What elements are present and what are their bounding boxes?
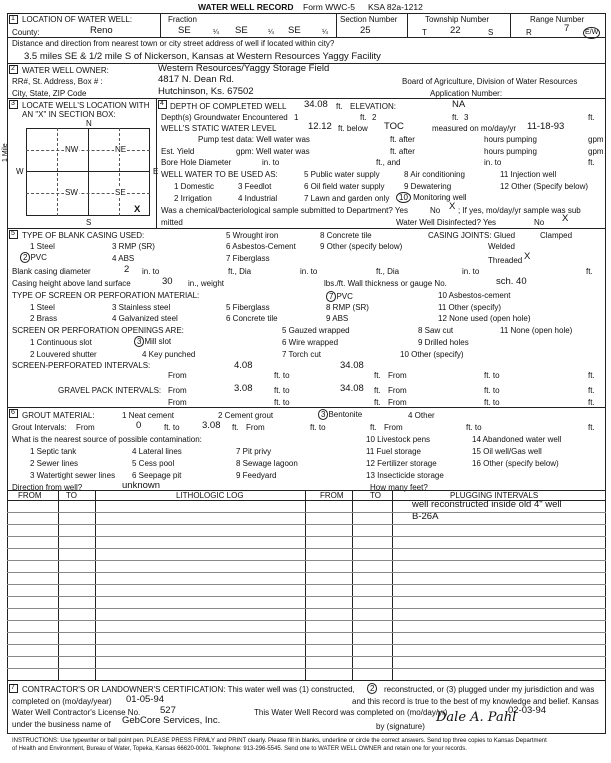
- location-x-mark: X: [134, 204, 141, 215]
- contamination-label: What is the nearest source of possible contamination:: [12, 435, 202, 444]
- log-from-2-header: FROM: [320, 491, 344, 500]
- section-number-label: Section Number: [340, 15, 398, 24]
- log-to-header: TO: [66, 491, 77, 500]
- screen-intervals-label: SCREEN-PERFORATED INTERVALS:: [12, 361, 151, 370]
- township-label: Township Number: [425, 15, 490, 24]
- screen-to-value: 34.08: [340, 360, 364, 371]
- height-value: 30: [162, 276, 173, 287]
- grout-to-value: 3.08: [202, 420, 221, 431]
- owner-label: WATER WELL OWNER:: [22, 66, 109, 75]
- wall-thickness-value: sch. 40: [496, 276, 527, 287]
- range-label: Range Number: [530, 15, 585, 24]
- plugging-note-1: well reconstructed inside old 4" well: [412, 499, 562, 510]
- screen-label: TYPE OF SCREEN OR PERFORATION MATERIAL:: [12, 291, 200, 300]
- lithologic-log-header: LITHOLOGIC LOG: [176, 491, 244, 500]
- log-to-2-header: TO: [370, 491, 381, 500]
- mile-label: 1 Mile: [2, 143, 9, 162]
- owner-value: Western Resources/Yaggy Storage Field: [158, 63, 330, 74]
- distance-value: 3.5 miles SE & 1/2 mile S of Nickerson, Kansas at Western Resources Yaggy Facility: [24, 51, 381, 62]
- diameter-value: 2: [124, 264, 130, 275]
- depth-label: DEPTH OF COMPLETED WELL: [170, 102, 287, 111]
- groundwater-label: Depth(s) Groundwater Encountered: [161, 113, 288, 122]
- height-label: Casing height above land surface: [12, 279, 131, 288]
- form-title: WATER WELL RECORD: [198, 2, 294, 12]
- section-7-number: 7: [11, 684, 15, 691]
- casing-label: TYPE OF BLANK CASING USED:: [22, 231, 145, 240]
- range-ew: E/W: [583, 27, 600, 39]
- static-value: 12.12: [308, 121, 332, 132]
- board-label: Board of Agriculture, Division of Water Resources: [402, 77, 578, 86]
- grout-from-value: 0: [136, 420, 142, 431]
- range-value: 7: [564, 23, 570, 34]
- distance-label: Distance and direction from nearest town or city street address of well if located within city?: [12, 39, 335, 48]
- log-from-header: FROM: [18, 491, 42, 500]
- certification-reconstructed: 2: [367, 683, 377, 694]
- elevation-label: ELEVATION:: [350, 102, 396, 111]
- record-completed-date: 02-03-94: [508, 705, 547, 716]
- section-2-number: 2: [11, 65, 15, 72]
- threaded-x: X: [524, 251, 531, 262]
- instructions-line-1: INSTRUCTIONS: Use typewriter or ball point pen. PLEASE PRESS FIRMLY and PRINT clearly. Please fill in blanks, underline or circle the correct answers. Send top three copies to Kansas Department: [12, 738, 547, 744]
- measured-date: 11-18-93: [527, 121, 565, 132]
- certification-line-1b: reconstructed, or (3) plugged under my jurisdiction and was: [384, 685, 595, 694]
- disinfected-no-x: X: [562, 213, 569, 224]
- depth-value: 34.08: [304, 99, 328, 110]
- section-1-label: LOCATION OF WATER WELL:: [22, 15, 133, 24]
- static-label: WELL'S STATIC WATER LEVEL: [161, 124, 277, 133]
- section-6-number: 6: [11, 409, 15, 416]
- grout-label: GROUT MATERIAL:: [22, 411, 95, 420]
- county-label: County:: [12, 28, 40, 37]
- locate-label-2: AN "X" IN SECTION BOX:: [22, 110, 116, 119]
- section-1-number: 1: [11, 15, 15, 22]
- gravel-intervals-label: GRAVEL PACK INTERVALS:: [58, 386, 162, 395]
- form-number: Form WWC-5: [303, 2, 355, 12]
- completed-date: 01-05-94: [126, 694, 165, 705]
- section-5-number: 5: [11, 230, 15, 237]
- city-label: City, State, ZIP Code: [12, 89, 87, 98]
- business-name: GebCore Services, Inc.: [122, 715, 221, 726]
- water-well-record-form: WATER WELL RECORD Form WWC-5 KSA 82a-1212 1 LOCATION OF WATER WELL: County: Reno Fraction SE ¼ SE ¼ SE ¼ Section Number 25 Township Number T 22 S Range Number R 7 E/W Distance and direction from nearest town or city street address of well if located within city? 3.5 miles SE & 1/2 mile S of Nickerson, Kansas at Western Resources Yaggy Facility 2 WATER WELL OWNER: Western Resources/Yaggy Storage Field RR#, St. Address, Box # : 4817 N. Dean Rd. Board of Agriculture, Division of Water Resources City, State, ZIP Code Hutchinson, Ks. 67502 Application Number: 3 LOCATE WELL'S LOCATION WITH AN "X" IN SECTION BOX: N NW NE SW SE W E S X 1 Mile 4 DEPTH OF COMPLETED WELL 34.08 ft. ELEVATION: NA Depth(s) Groundwater Encountered 1 ft. 2 ft. 3 ft. WELL'S STATIC WATER LEVEL 12.12 ft. below TOC measured on mo/day/yr 11-18-93 Pump test data: Well water was ft. after hours pumping gpm Est. Yield gpm: Well water was ft. after hours pumping gpm Bore Hole Diameter in. to ft., and in. to ft. WELL WATER TO BE USED AS: 5 Public water supply 8 Air conditioning 11 Injection well 1 Domestic 3 Feedlot 6 Oil field water supply 9 Dewatering 12 Other (Specify below) 2 Irrigation 4 Industrial 7 Lawn and garden only 10 Monitoring well Was a chemical/bacteriological sample submitted to Department? Yes No X ; If yes, mo/day/yr sample was sub mitted Water Well Disinfected? Yes No X 5 TYPE OF BLANK CASING USED: 5 Wrought iron 8 Concrete tile CASING JOINTS: Glued Clamped 1 Steel 3 RMP (SR) 6 Asbestos-Cement 9 Other (specify below) Welded 2 PVC 4 ABS 7 Fiberglass Threaded X Blank casing diameter 2 in. to ft., Dia in. to ft., Dia in. to ft. Casing height above land surface 30 in., weight lbs./ft. Wall thickness or gauge No. sch. 40 TYPE OF SCREEN OR PERFORATION MATERIAL: 7 PVC 10 Asbestos-cement 1 Steel 3 Stainless steel 5 Fiberglass 8 RMP (SR) 11 Other (specify) 2 Brass 4 Galvanized steel 6 Concrete tile 9 ABS 12 None used (open hole) SCREEN OR PERFORATION OPENINGS ARE: 5 Gauzed wrapped 8 Saw cut 11 None (open hole) 1 Continuous slot 3 Mill slot 6 Wire wrapped 9 Drilled holes 2 Louvered shutter 4 Key punched 7 Torch cut 10 Other (specify) SCREEN-PERFORATED INTERVALS: From 4.08 ft. to 34.08 ft. From ft. to ft. GRAVEL PACK INTERVALS: From 3.08 ft. to 34.08 ft. From ft. to ft. From ft. to ft. From ft. to ft. 6 GROUT MATERIAL: 1 Neat cement 2 Cement grout 3 Bentonite 4 Other Grout Intervals: From 0 ft. to 3.08 ft. From ft. to ft. From ft. to ft. What is the nearest source of possible contamination: 10 Livestock pens 14 Abandoned water well 1 Septic tank 4 Lateral lines 7 Pit privy 11 Fuel storage 15 Oil well/Gas well 2 Sewer lines 5 Cess pool 8 Sewage lagoon 12 Fertilizer storage 16 Other (specify below) 3 Watertight sewer lines 6 Seepage pit 9 Feedyard 13 Insecticide storage Direction from well? unknown How many feet? FROM TO LITHOLOGIC LOG FROM TO PLUGGING INTERVALS well reconstructed inside old 4" well B-26A 7 CONTRACTOR'S OR LANDOWNER'S CERTIFICATION: This water well was (1) constructed, 2 reconstructed, or (3) plugged under my jurisdiction and was completed on (mo/day/year) 01-05-94 and this record is true to the best of my knowledge and belief. Kansas Water Well Contractor's License No. 527 This Water Well Record was completed on (mo/day/yr) 02-03-94 under the business name of GebCore Services, Inc. by (signature) Dale A. Pahl INSTRUCTIONS: Use typewriter or ball point pen. PLEASE PRESS FIRMLY and PRINT clearly. Please fill in blanks, underline or circle the correct answers. Send top three copies to Kansas Department of Health and Environment, Bureau of Water, Topeka, Kansas 66620-0001. Telephone: 913-296-5545. Send one to WATER WELL OWNER and retain one for your records.: [0, 0, 611, 763]
- form-frame: [7, 13, 606, 734]
- casing-pvc: 2 PVC: [20, 252, 47, 263]
- gravel-from-value: 3.08: [234, 383, 253, 394]
- chem-no-x: X: [449, 201, 456, 212]
- address-value: 4817 N. Dean Rd.: [158, 74, 235, 85]
- gravel-to-value: 34.08: [340, 383, 364, 394]
- static-reference: TOC: [384, 121, 404, 132]
- section-4-number: 4: [160, 100, 164, 107]
- section-number-value: 25: [360, 25, 371, 36]
- locate-label-1: LOCATE WELL'S LOCATION WITH: [22, 101, 150, 110]
- screen-pvc: 7 PVC: [326, 291, 353, 302]
- section-3-number: 3: [11, 100, 15, 107]
- fraction-label: Fraction: [168, 15, 197, 24]
- township-value: 22: [450, 25, 461, 36]
- license-number: 527: [160, 705, 176, 716]
- grout-bentonite: 3 Bentonite: [318, 409, 362, 420]
- instructions-line-2: of Health and Environment, Bureau of Water, Topeka, Kansas 66620-0001. Telephone: 913-296-5545. Send one to WATER WELL OWNER and retain one for your records.: [12, 746, 467, 752]
- form-ksa: KSA 82a-1212: [368, 2, 423, 12]
- grout-intervals-label: Grout Intervals:: [12, 423, 67, 432]
- application-label: Application Number:: [430, 89, 503, 98]
- how-many-feet-label: How many feet?: [370, 483, 428, 492]
- signature: Dale A. Pahl: [436, 710, 517, 725]
- fraction-2: SE: [235, 25, 248, 36]
- use-label: WELL WATER TO BE USED AS:: [161, 170, 278, 179]
- direction-label: Direction from well?: [12, 483, 83, 492]
- city-value: Hutchinson, Ks. 67502: [158, 86, 254, 97]
- fraction-1: SE: [178, 25, 191, 36]
- elevation-value: NA: [452, 99, 466, 110]
- fraction-3: SE: [288, 25, 301, 36]
- use-monitoring: 10 Monitoring well: [396, 192, 467, 203]
- plugging-header: PLUGGING INTERVALS: [450, 491, 539, 500]
- diameter-label: Blank casing diameter: [12, 267, 91, 276]
- plugging-note-2: B-26A: [412, 511, 439, 522]
- address-label: RR#, St. Address, Box # :: [12, 77, 103, 86]
- openings-label: SCREEN OR PERFORATION OPENINGS ARE:: [12, 326, 184, 335]
- screen-from-value: 4.08: [234, 360, 253, 371]
- certification-line-1a: CONTRACTOR'S OR LANDOWNER'S CERTIFICATION: This water well was (1) constructed,: [22, 685, 355, 694]
- county-value: Reno: [90, 25, 113, 36]
- direction-value: unknown: [122, 480, 161, 491]
- openings-mill-slot: 3 Mill slot: [134, 336, 171, 347]
